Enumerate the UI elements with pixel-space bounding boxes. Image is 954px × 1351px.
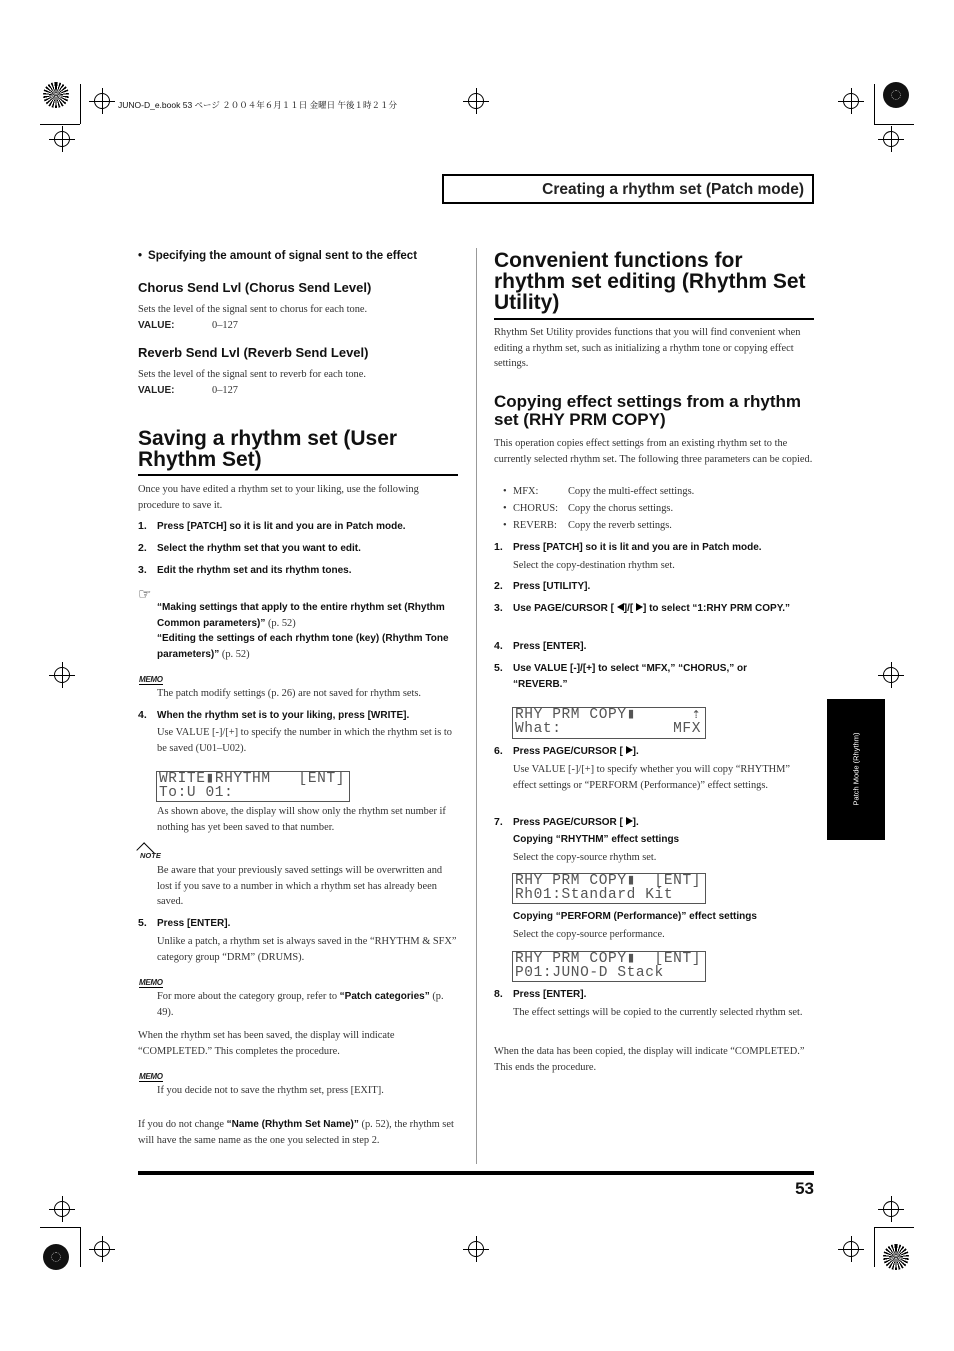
r-step-4-text: Press [ENTER]. — [513, 641, 587, 652]
crosshair-icon — [94, 1241, 110, 1257]
list-item: • MFX: Copy the multi-effect settings. — [513, 483, 813, 500]
crosshair-icon — [883, 131, 899, 147]
lcd-line: RHY PRM COPY▮ [ENT] — [515, 873, 702, 889]
saving-rule — [138, 474, 458, 476]
name-note-link: “Name (Rhythm Set Name)” — [226, 1119, 359, 1130]
cursor-right-icon — [626, 746, 633, 754]
lcd-rhy-prm-copy-rhythm — [512, 873, 706, 904]
completed-text: When the rhythm set has been saved, the display will indicate “COMPLETED.” This completes the procedure. — [138, 1030, 395, 1057]
registration-sunburst-icon — [883, 1244, 909, 1270]
chorus-value: 0–127 — [212, 320, 238, 331]
r-step-5: 5. Use VALUE [-]/[+] to select “MFX,” “CHORUS,” or “REVERB.” — [494, 662, 748, 690]
lcd-line: P01:JUNO-D Stack — [515, 965, 664, 981]
r-step-4: 4. Press [ENTER]. — [494, 640, 587, 652]
reference-1-page: (p. 52) — [267, 617, 296, 629]
memo-2 — [157, 989, 457, 1020]
reverb-value-label: VALUE: — [138, 385, 175, 396]
copy-subtitle: Copying effect settings from a rhythm set (RHY PRM COPY) — [494, 392, 801, 429]
end-text: When the data has been copied, the display will indicate “COMPLETED.” This ends the procedure. — [494, 1046, 805, 1073]
r-step-6-body: Use VALUE [-]/[+] to specify whether you will copy “RHYTHM” effect settings or “PERFORM (Performance)” effect settings. — [513, 764, 791, 791]
registration-disc-icon — [883, 82, 909, 108]
crop-mark — [874, 84, 875, 124]
crosshair-icon — [54, 1201, 70, 1217]
crosshair-icon — [883, 1201, 899, 1217]
name-note-post: (p. 52), the rhythm set will have the same name as the one you selected in step 2. — [138, 1119, 454, 1146]
memo-icon: MEMO — [139, 675, 163, 684]
r-step-2: 2. Press [UTILITY]. — [494, 580, 591, 592]
saving-intro: Once you have edited a rhythm set to your liking, use the following procedure to save it. — [138, 484, 419, 511]
chorus-value-label: VALUE: — [138, 320, 175, 331]
step-4: 4. When the rhythm set is to your liking, press [WRITE]. — [138, 709, 410, 721]
list-item: • REVERB: Copy the reverb settings. — [513, 517, 813, 534]
r-step-7-sub-2: Copying “PERFORM (Performance)” effect settings — [513, 911, 757, 922]
column-divider — [476, 248, 477, 1164]
crop-mark — [40, 1227, 80, 1228]
crosshair-icon — [468, 93, 484, 109]
reverb-desc: Sets the level of the signal sent to reverb for each tone. — [138, 369, 366, 380]
step-2: 2. Select the rhythm set that you want to edit. — [138, 542, 361, 554]
side-tab — [827, 699, 885, 840]
r-step-6: 6. Press PAGE/CURSOR [ ]. — [494, 745, 639, 757]
step-3: 3. Edit the rhythm set and its rhythm tones. — [138, 564, 352, 576]
r-step-8-body: The effect settings will be copied to the currently selected rhythm set. — [513, 1007, 803, 1018]
lcd-1-after: As shown above, the display will show only the rhythm set number if nothing has yet been saved to that number. — [157, 806, 446, 833]
r-step-1: 1. Press [PATCH] so it is lit and you are in Patch mode. — [494, 541, 762, 553]
footer-rule — [138, 1171, 814, 1175]
step-3-text: Edit the rhythm set and its rhythm tones. — [157, 565, 352, 576]
chorus-desc: Sets the level of the signal sent to chorus for each tone. — [138, 304, 368, 315]
utility-rule — [494, 318, 814, 320]
memo-icon: MEMO — [139, 1072, 163, 1081]
section-title-box: Creating a rhythm set (Patch mode) — [442, 174, 814, 204]
lcd-line: What: MFX — [515, 721, 702, 737]
crosshair-icon — [54, 667, 70, 683]
cursor-right-icon — [626, 817, 633, 825]
lcd-line: To:U 01: — [159, 785, 234, 801]
reference-2-page: (p. 52) — [221, 648, 250, 660]
crosshair-icon — [54, 131, 70, 147]
r-step-7-sub-1: Copying “RHYTHM” effect settings — [513, 834, 680, 845]
memo-icon: MEMO — [139, 978, 163, 987]
crop-mark — [80, 1227, 81, 1267]
r-step-8: 8. Press [ENTER]. — [494, 988, 587, 1000]
lcd-line: RHY PRM COPY▮ [ENT] — [515, 951, 702, 967]
reference-hand-icon: ☞ — [138, 587, 152, 603]
list-item: • CHORUS: Copy the chorus settings. — [513, 500, 813, 517]
param-list — [513, 483, 813, 534]
bullet-heading-text: Specifying the amount of signal sent to the effect — [148, 250, 418, 262]
name-note — [138, 1117, 458, 1148]
r-step-1-text: Press [PATCH] so it is lit and you are in Patch mode. — [513, 542, 762, 553]
crosshair-icon — [883, 667, 899, 683]
reverb-value: 0–127 — [212, 385, 238, 396]
r-step-1-body: Select the copy-destination rhythm set. — [513, 560, 675, 571]
memo-2-link: “Patch categories” — [339, 991, 430, 1002]
crop-mark — [40, 124, 80, 125]
crop-mark — [874, 1227, 875, 1267]
r-step-7: 7. Press PAGE/CURSOR [ ]. — [494, 816, 639, 828]
lcd-rhy-prm-copy-what — [512, 707, 706, 739]
step-4-text: When the rhythm set is to your liking, press [WRITE]. — [157, 710, 410, 721]
step-5: 5. Press [ENTER]. — [138, 917, 231, 929]
crosshair-icon — [94, 93, 110, 109]
memo-2-pre: For more about the category group, refer to — [157, 991, 338, 1002]
crosshair-icon — [843, 93, 859, 109]
r-step-7-sub-2-body: Select the copy-source performance. — [513, 929, 665, 940]
r-step-7-sub-1-body: Select the copy-source rhythm set. — [513, 852, 657, 863]
page-number: 53 — [795, 1179, 814, 1198]
lcd-line: WRITE▮RHYTHM [ENT] — [159, 771, 346, 787]
reverb-title: Reverb Send Lvl (Reverb Send Level) — [138, 345, 369, 360]
crosshair-icon — [468, 1241, 484, 1257]
utility-title: Convenient functions for rhythm set editing (Rhythm Set Utility) — [494, 249, 806, 314]
crop-mark — [874, 124, 914, 125]
lcd-line: Rh01:Standard Kit — [515, 887, 674, 903]
step-1-text: Press [PATCH] so it is lit and you are in Patch mode. — [157, 521, 406, 532]
memo-3-text: If you decide not to save the rhythm set, press [EXIT]. — [157, 1085, 384, 1096]
step-5-body: Unlike a patch, a rhythm set is always saved in the “RHYTHM & SFX” category group “DRM” (DRUMS). — [157, 936, 457, 963]
name-note-pre: If you do not change — [138, 1119, 224, 1130]
reference-1-title: “Making settings that apply to the entire rhythm set (Rhythm Common parameters)” — [157, 602, 445, 629]
copy-intro: This operation copies effect settings from an existing rhythm set to the currently selected rhythm set. The following three parameters can be copied. — [494, 438, 813, 465]
lcd-line: RHY PRM COPY▮ ⇡ — [515, 707, 702, 723]
r-step-2-text: Press [UTILITY]. — [513, 581, 591, 592]
cursor-right-icon — [636, 603, 643, 611]
r-step-8-text: Press [ENTER]. — [513, 989, 587, 1000]
crosshair-icon — [843, 1241, 859, 1257]
registration-sunburst-icon — [43, 82, 69, 108]
note-1-text: Be aware that your previously saved settings will be overwritten and lost if you save to a number in which a rhythm set has already been saved. — [157, 865, 443, 908]
step-4-body: Use VALUE [-]/[+] to specify the number in which the rhythm set is to be saved (U01–U02). — [157, 727, 452, 754]
r-step-5-text: Use VALUE [-]/[+] to select “MFX,” “CHORUS,” or “REVERB.” — [513, 663, 748, 690]
lcd-rhy-prm-copy-perform — [512, 951, 706, 982]
side-tab-label: Patch Mode (Rhythm) — [851, 732, 861, 806]
saving-title: Saving a rhythm set (User Rhythm Set) — [138, 427, 398, 471]
cursor-left-icon — [617, 603, 624, 611]
utility-intro: Rhythm Set Utility provides functions that you will find convenient when editing a rhythm set, such as initializing a rhythm tone or copying effect settings. — [494, 327, 801, 370]
reference-2-title: “Editing the settings of each rhythm tone (key) (Rhythm Tone parameters)” — [157, 633, 449, 660]
note-icon: NOTE — [140, 851, 161, 860]
memo-2-post: (p. 49). — [157, 991, 444, 1018]
bullet-heading: • Specifying the amount of signal sent to the effect — [138, 250, 418, 262]
memo-1-text: The patch modify settings (p. 26) are not saved for rhythm sets. — [157, 688, 422, 699]
reference-2 — [157, 631, 457, 662]
crop-mark — [874, 1227, 914, 1228]
chorus-title: Chorus Send Lvl (Chorus Send Level) — [138, 280, 372, 295]
r-step-3: 3. Use PAGE/CURSOR [ ]/[ ] to select “1:RHY PRM COPY.” — [494, 602, 791, 614]
registration-disc-icon — [43, 1244, 69, 1270]
step-2-text: Select the rhythm set that you want to edit. — [157, 543, 361, 554]
step-1: 1. Press [PATCH] so it is lit and you are in Patch mode. — [138, 520, 406, 532]
book-info: JUNO-D_e.book 53 ページ ２００４年６月１１日 金曜日 午後１時２１分 — [118, 100, 397, 110]
crop-mark — [80, 84, 81, 124]
lcd-write-rhythm — [156, 771, 350, 802]
step-5-text: Press [ENTER]. — [157, 918, 231, 929]
reference-1 — [157, 600, 457, 631]
